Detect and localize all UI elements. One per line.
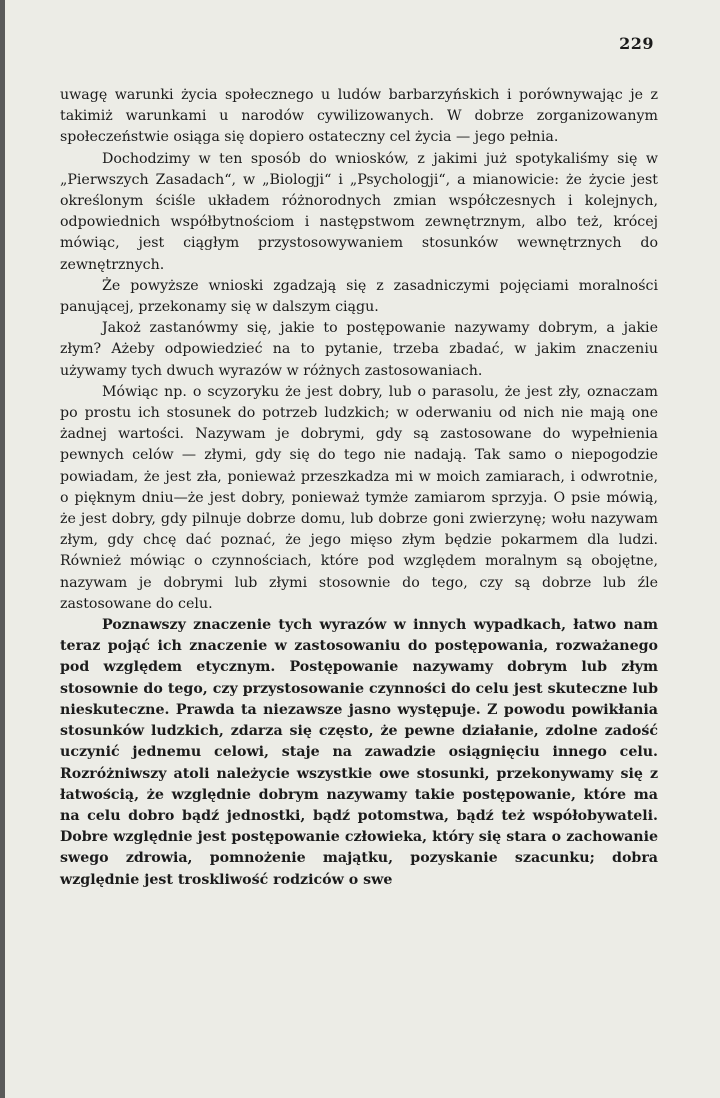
paragraph: Że powyższe wnioski zgadzają się z zasadniczymi pojęciami moralności panującej, przekonamy się w dalszym ciągu. xyxy=(60,277,658,316)
paragraph: Mówiąc np. o scyzoryku że jest dobry, lub o parasolu, że jest zły, oznaczam po prostu ich stosunek do potrzeb ludzkich; w oderwaniu od nich nie mają one żadnej wartości. Nazywam je dobrymi, gdy są zastosowane do wypełnienia pewnych celów — złymi, gdy się do tego nie nadają. Tak samo o niepogodzie powiadam, że jest zła, ponieważ przeszkadza mi w moich zamiarach, i odwrotnie, o pięknym dniu—że jest dobry, ponieważ tymże zamiarom sprzyja. O psie mówią, że jest dobry, gdy pilnuje dobrze domu, lub dobrze goni zwierzynę; wołu nazywam złym, gdy chcę dać poznać, że jego mięso złym będzie pokarmem dla ludzi. Również mówiąc o czynnościach, które pod względem moralnym są obojętne, nazywam je dobrymi lub złymi stosownie do tego, czy są dobrze lub źle zastosowane do celu. xyxy=(60,383,658,612)
paragraph: Dochodzimy w ten sposób do wniosków, z jakimi już spotykaliśmy się w „Pierwszych Zasadach“, w „Biologji“ i „Psychologji“, a mianowicie: że życie jest określonym ściśle układem różnorodnych zmian współczesnych i kolejnych, odpowiednich współbytnościom i następstwom zewnętrznym, albo też, krócej mówiąc, jest ciągłym przystosowywaniem stosunków wewnętrznych do zewnętrznych. xyxy=(60,150,658,273)
body-text xyxy=(60,85,658,891)
page-number: 229 xyxy=(619,34,654,53)
paragraph: Jakoż zastanówmy się, jakie to postępowanie nazywamy dobrym, a jakie złym? Ażeby odpowiedzieć na to pytanie, trzeba zbadać, w jakim znaczeniu używamy tych dwuch wyrazów w różnych zastosowaniach. xyxy=(60,320,658,379)
paragraph-continuation: uwagę warunki życia społecznego u ludów barbarzyńskich i porównywając je z takimiż warunkami u narodów cywilizowanych. W dobrze zorganizowanym społeczeństwie osiąga się dopiero ostateczny cel życia — jego pełnia. xyxy=(60,87,658,146)
paragraph: Poznawszy znaczenie tych wyrazów w innych wypadkach, łatwo nam teraz pojąć ich znaczenie w zastosowaniu do postępowania, rozważanego pod względem etycznym. Postępowanie nazywamy dobrym lub złym stosownie do tego, czy przystosowanie czynności do celu jest skuteczne lub nieskuteczne. Prawda ta niezawsze jasno występuje. Z powodu powikłania stosunków ludzkich, zdarza się często, że pewne działanie, zdolne zadość uczynić jednemu celowi, staje na zawadzie osiągnięciu innego celu. Rozróżniwszy atoli należycie wszystkie owe stosunki, przekonywamy się z łatwością, że względnie dobrym nazywamy takie postępowanie, które ma na celu dobro bądź jednostki, bądź potomstwa, bądź też współobywateli. Dobre względnie jest postępowanie człowieka, który się stara o zachowanie swego zdrowia, pomnożenie majątku, pozyskanie szacunku; dobra względnie jest troskliwość rodziców o swe xyxy=(60,617,658,888)
scan-edge-shadow xyxy=(0,0,5,1098)
book-page xyxy=(52,30,658,1070)
